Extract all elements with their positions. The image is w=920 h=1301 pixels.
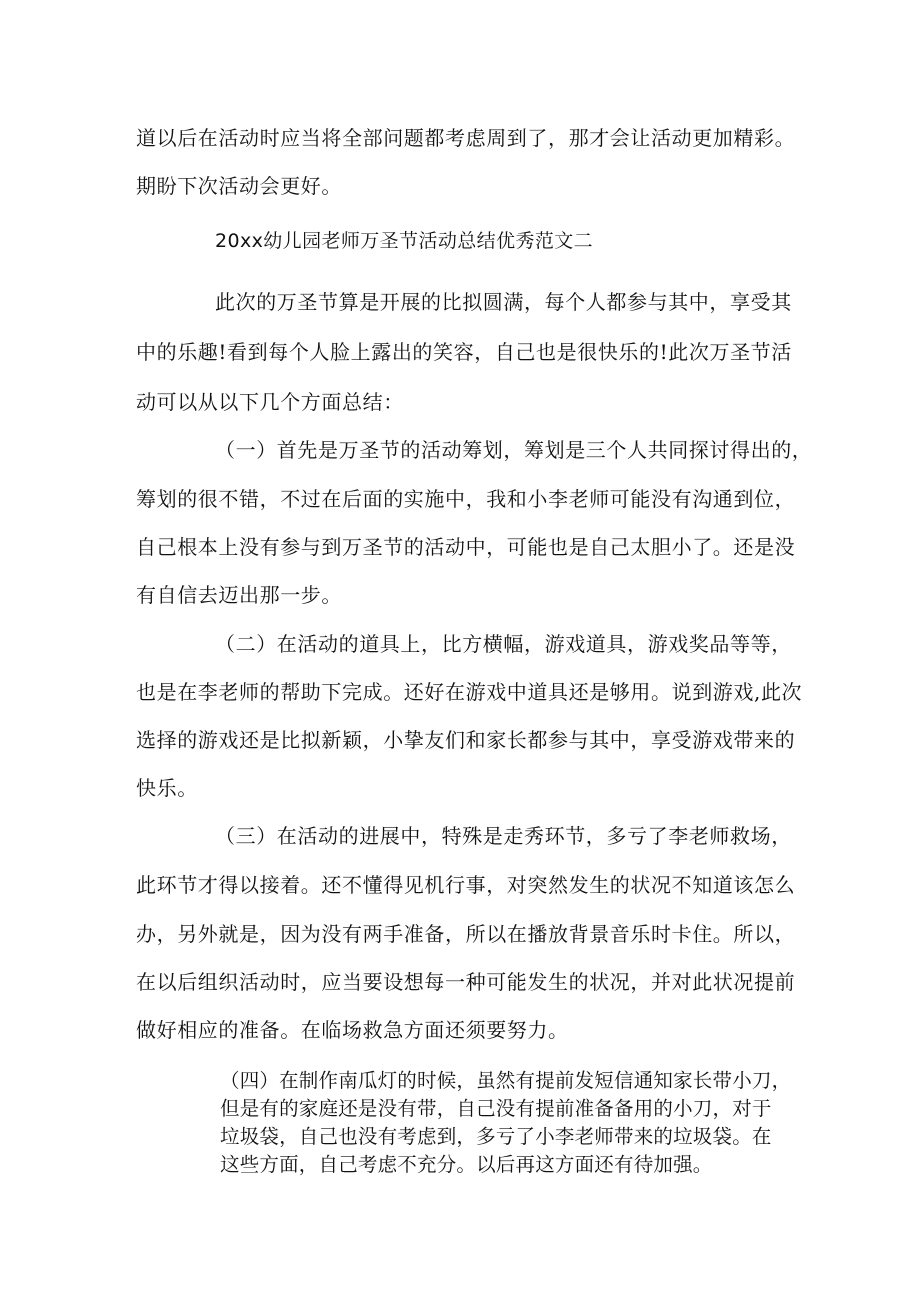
paragraph-line: 此环节才得以接着。还不懂得见机行事，对突然发生的状况不知道该怎么 <box>136 873 796 897</box>
paragraph-line: 快乐。 <box>136 776 198 800</box>
paragraph-line: 此次的万圣节算是开展的比拟圆满，每个人都参与其中，享受其 <box>215 290 792 314</box>
paragraph-line: 道以后在活动时应当将全部问题都考虑周到了，那才会让活动更加精彩。 <box>136 126 796 150</box>
paragraph-line: （一）首先是万圣节的活动筹划，筹划是三个人共同探讨得出的， <box>215 438 813 462</box>
paragraph-line: 动可以从以下几个方面总结： <box>136 390 404 414</box>
paragraph-line: 办，另外就是，因为没有两手准备，所以在播放背景音乐时卡住。所以， <box>136 922 796 946</box>
paragraph-line: 期盼下次活动会更好。 <box>136 174 342 198</box>
paragraph-line: 垃圾袋，自己也没有考虑到，多亏了小李老师带来的垃圾袋。在 <box>220 1125 772 1148</box>
paragraph-line: 筹划的很不错，不过在后面的实施中，我和小李老师可能没有沟通到位， <box>136 487 796 511</box>
paragraph-line: 做好相应的准备。在临场救急方面还须要努力。 <box>136 1018 569 1042</box>
paragraph-line: 中的乐趣!看到每个人脸上露出的笑容，自己也是很快乐的!此次万圣节活 <box>136 340 792 364</box>
paragraph-line: 选择的游戏还是比拟新颖，小挚友们和家长都参与其中，享受游戏带来的 <box>136 728 796 752</box>
section-title: 20xx幼儿园老师万圣节活动总结优秀范文二 <box>215 230 594 252</box>
paragraph-line: （三）在活动的进展中，特殊是走秀环节，多亏了李老师救场， <box>215 824 792 848</box>
paragraph-line: 在以后组织活动时，应当要设想每一种可能发生的状况，并对此状况提前 <box>136 970 796 994</box>
paragraph-line: （四）在制作南瓜灯的时候，虽然有提前发短信通知家长带小刀， <box>220 1069 792 1092</box>
paragraph-line: 也是在李老师的帮助下完成。还好在游戏中道具还是够用。说到游戏,此次 <box>136 680 803 704</box>
paragraph-line: 有自信去迈出那一步。 <box>136 583 342 607</box>
paragraph-line: 自己根本上没有参与到万圣节的活动中，可能也是自己太胆小了。还是没 <box>136 535 796 559</box>
paragraph-line: 这些方面，自己考虑不充分。以后再这方面还有待加强。 <box>220 1153 713 1176</box>
paragraph-line: 但是有的家庭还是没有带，自己没有提前准备备用的小刀，对于 <box>220 1097 772 1120</box>
paragraph-line: （二）在活动的道具上，比方横幅，游戏道具，游戏奖品等等， <box>215 632 792 656</box>
